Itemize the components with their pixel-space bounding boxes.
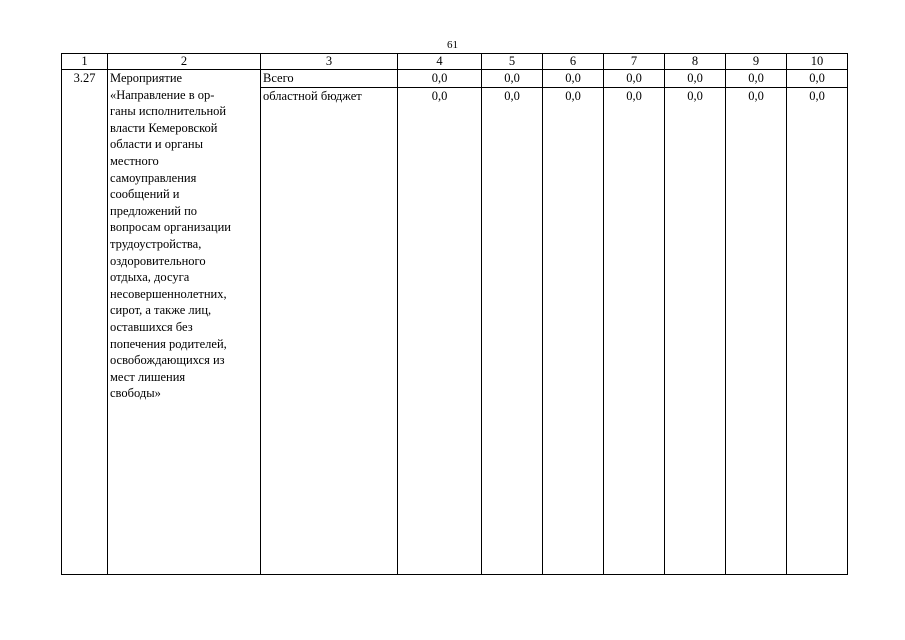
description-line: отдыха, досуга bbox=[110, 270, 190, 285]
header-cell: 7 bbox=[604, 54, 665, 70]
description-line: вопросам организации bbox=[110, 220, 231, 235]
value-cell: 0,0 bbox=[787, 87, 848, 574]
header-cell: 4 bbox=[398, 54, 482, 70]
description-line: оздоровительного bbox=[110, 253, 206, 268]
description-line: самоуправления bbox=[110, 170, 197, 185]
description-line: сирот, а также лиц, bbox=[110, 303, 212, 318]
value-cell: 0,0 bbox=[665, 70, 726, 88]
table-row bbox=[62, 70, 848, 88]
header-cell: 1 bbox=[62, 54, 108, 70]
header-cell: 6 bbox=[543, 54, 604, 70]
description-line: ганы исполнительной bbox=[110, 104, 227, 119]
description-line: власти Кемеровской bbox=[110, 120, 218, 135]
description-line: Мероприятие bbox=[110, 71, 183, 85]
description-line: предложений по bbox=[110, 203, 198, 218]
header-cell: 2 bbox=[108, 54, 261, 70]
description-line: сообщений и bbox=[110, 187, 180, 202]
value-cell: 0,0 bbox=[787, 70, 848, 88]
description-line: трудоустройства, bbox=[110, 236, 202, 251]
row-description bbox=[108, 70, 261, 575]
value-cell: 0,0 bbox=[604, 87, 665, 574]
description-line: мест лишения bbox=[110, 369, 186, 384]
page-number: 61 bbox=[447, 39, 458, 51]
description-line: местного bbox=[110, 153, 159, 168]
description-line: оставшихся без bbox=[110, 319, 193, 334]
source-label-regional: областной бюджет bbox=[261, 87, 398, 574]
value-cell: 0,0 bbox=[726, 87, 787, 574]
value-cell: 0,0 bbox=[398, 70, 482, 88]
description-line: попечения родителей, bbox=[110, 336, 227, 351]
value-cell: 0,0 bbox=[604, 70, 665, 88]
source-label-total: Всего bbox=[261, 70, 398, 88]
value-cell: 0,0 bbox=[482, 87, 543, 574]
header-cell: 10 bbox=[787, 54, 848, 70]
header-cell: 9 bbox=[726, 54, 787, 70]
description-line: несовершеннолетних, bbox=[110, 286, 227, 301]
value-cell: 0,0 bbox=[543, 87, 604, 574]
description-line: свободы» bbox=[110, 386, 161, 401]
description-line: «Направление в ор- bbox=[110, 87, 215, 102]
row-number: 3.27 bbox=[62, 70, 108, 575]
value-cell: 0,0 bbox=[543, 70, 604, 88]
budget-table bbox=[61, 53, 848, 575]
header-cell: 8 bbox=[665, 54, 726, 70]
table-header-row bbox=[62, 54, 848, 70]
description-line: области и органы bbox=[110, 137, 203, 152]
value-cell: 0,0 bbox=[726, 70, 787, 88]
value-cell: 0,0 bbox=[398, 87, 482, 574]
header-cell: 3 bbox=[261, 54, 398, 70]
header-cell: 5 bbox=[482, 54, 543, 70]
value-cell: 0,0 bbox=[665, 87, 726, 574]
description-line: освобождающихся из bbox=[110, 353, 225, 368]
value-cell: 0,0 bbox=[482, 70, 543, 88]
